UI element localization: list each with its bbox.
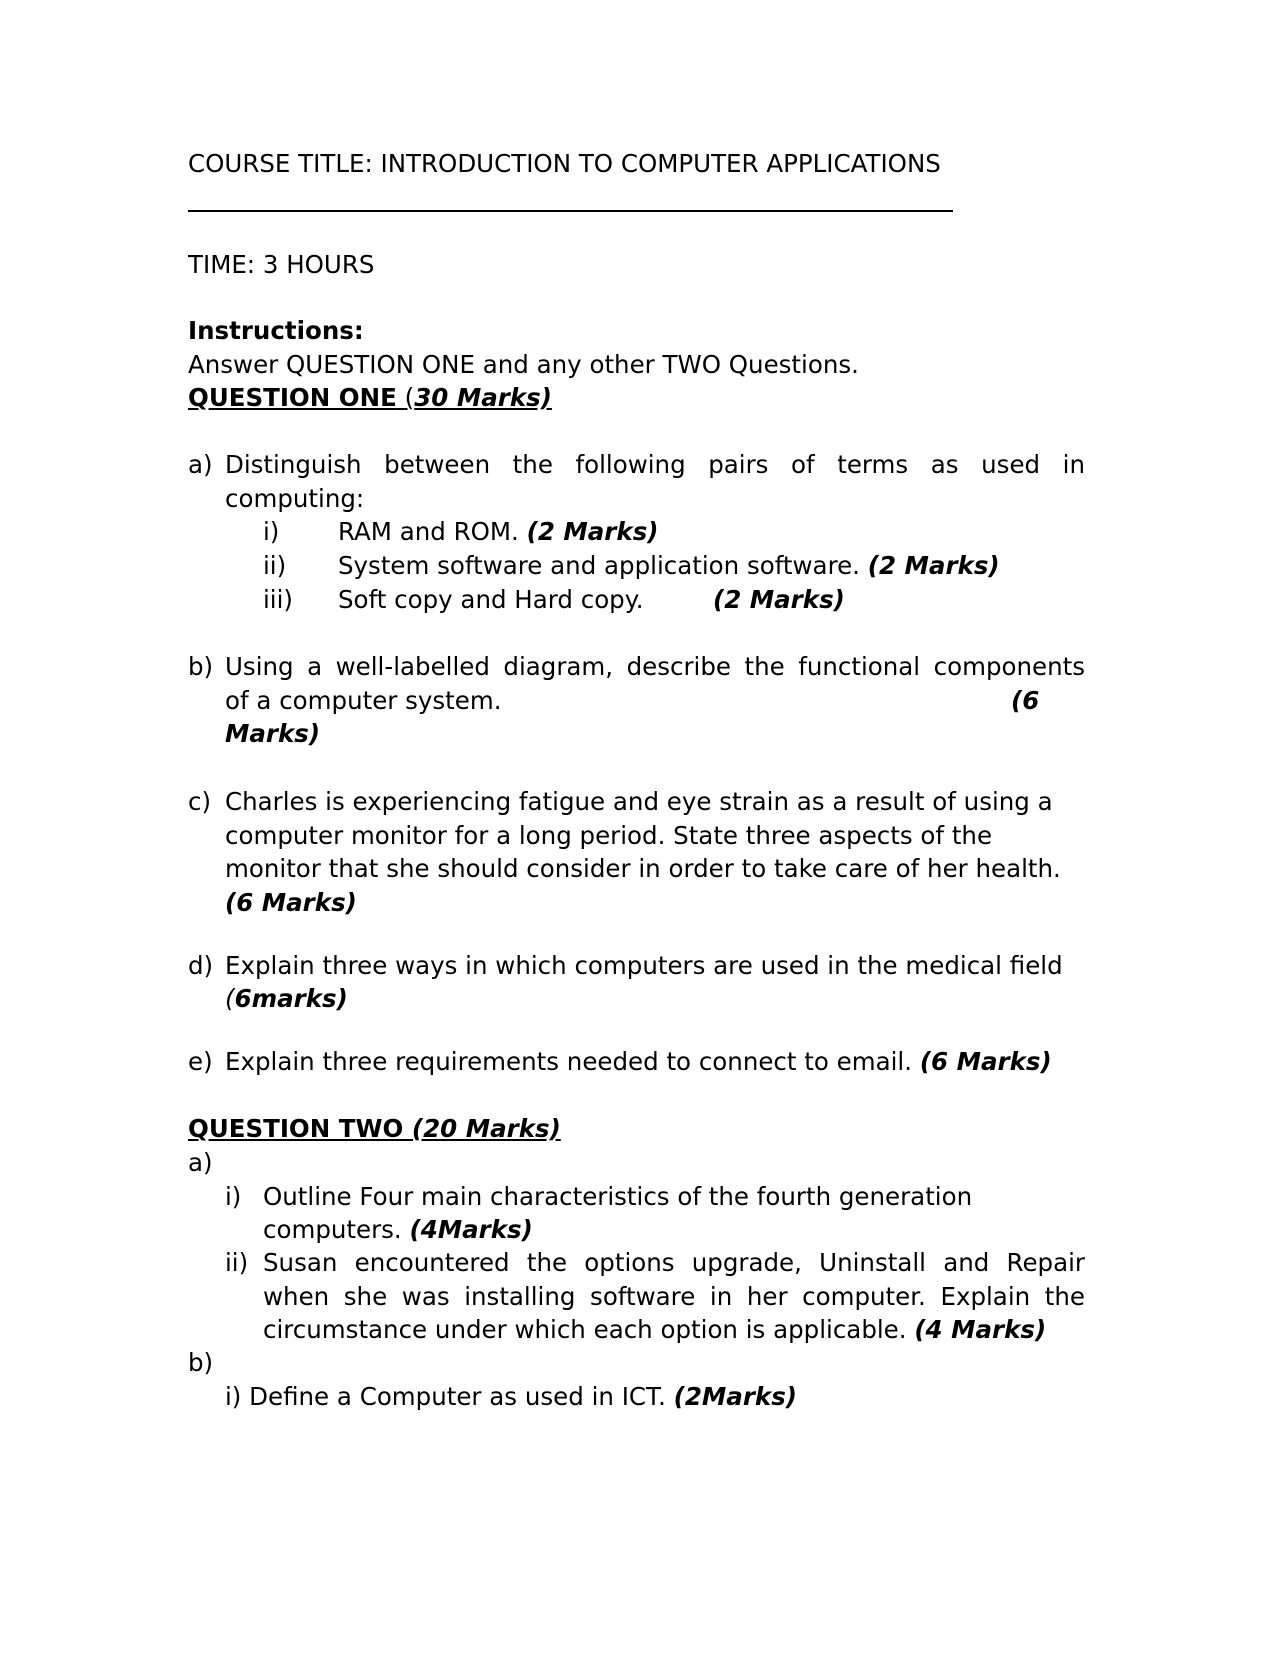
q1-a-ii-text [338,549,1000,582]
q2-b-i-text [225,1380,797,1413]
q2-b-i-body: i) Define a Computer as used in ICT. [225,1382,674,1411]
q1-c-line2: computer monitor for a long period. State three aspects of the [225,821,993,850]
question-one-marks: 30 Marks) [414,383,552,412]
question-one-label: QUESTION ONE [188,383,397,412]
q1-e-body: Explain three requirements needed to connect to email. [225,1047,920,1076]
q1-b-label: b) [188,652,214,681]
q2-a-ii-num: ii) [225,1248,249,1277]
q1-d-line1: Explain three ways in which computers are used in the medical field [225,951,1063,980]
q1-e-label: e) [188,1047,213,1076]
q1-a-line2: computing: [225,484,365,513]
q2-a-ii-line2: when she was installing software in her computer. Explain the [263,1282,1085,1311]
q1-d-marks: 6marks) [234,984,348,1013]
question-two-marks: (20 Marks) [411,1114,561,1143]
q1-b-marks-part1: (6 [1011,686,1040,715]
question-one-marks-open: ( [404,383,415,412]
q1-a-iii-marks: (2 Marks) [713,585,845,614]
q1-c-label: c) [188,787,212,816]
q1-d-marks-open: ( [225,984,235,1013]
q1-a-iii-body: Soft copy and Hard copy. [338,585,644,614]
q2-a-i-body: computers. [263,1215,410,1244]
q1-d-marks-line [225,982,348,1015]
q2-a-label: a) [188,1148,213,1177]
q2-a-ii-line3 [263,1313,1046,1346]
question-one-title [188,381,552,414]
q2-a-ii-body: circumstance under which each option is applicable. [263,1315,915,1344]
q1-b-line2: of a computer system. [225,686,502,715]
q2-a-i-num: i) [225,1182,242,1211]
q2-a-ii-line1: Susan encountered the options upgrade, Uninstall and Repair [263,1248,1085,1277]
q2-b-label: b) [188,1348,214,1377]
q1-c-line3: monitor that she should consider in order to take care of her health. [225,854,1061,883]
q1-d-label: d) [188,951,214,980]
q1-a-ii-body: System software and application software. [338,551,868,580]
q2-a-ii-marks: (4 Marks) [914,1315,1047,1344]
q1-c-line1: Charles is experiencing fatigue and eye strain as a result of using a [225,787,1053,816]
q1-a-label: a) [188,450,213,479]
q1-e-text [225,1045,1052,1078]
q1-b-marks-part2: Marks) [225,719,321,748]
q2-b-i-marks: (2Marks) [673,1382,797,1411]
q1-a-line1: Distinguish between the following pairs of terms as used in [225,450,1085,479]
instructions-heading: Instructions: [188,316,364,345]
title-underline [188,210,953,212]
q1-a-ii-num: ii) [263,551,287,580]
q1-a-ii-marks: (2 Marks) [867,551,1000,580]
exam-time: TIME: 3 HOURS [188,250,375,279]
q1-a-i-num: i) [263,517,280,546]
q1-c-marks: (6 Marks) [225,888,357,917]
q1-e-marks: (6 Marks) [919,1047,1052,1076]
q2-a-i-marks: (4Marks) [409,1215,533,1244]
q2-a-i-line1: Outline Four main characteristics of the fourth generation [263,1182,973,1211]
instructions-text: Answer QUESTION ONE and any other TWO Questions. [188,350,859,379]
q1-a-i-text [338,515,658,548]
q1-a-iii-num: iii) [263,585,293,614]
question-two-title [188,1112,561,1145]
q2-a-i-line2 [263,1213,533,1246]
course-title: COURSE TITLE: INTRODUCTION TO COMPUTER APPLICATIONS [188,149,941,178]
q1-a-i-body: RAM and ROM. [338,517,527,546]
question-two-label: QUESTION TWO [188,1114,412,1143]
q1-a-i-marks: (2 Marks) [526,517,659,546]
q1-b-line1: Using a well-labelled diagram, describe the functional components [225,652,1085,681]
